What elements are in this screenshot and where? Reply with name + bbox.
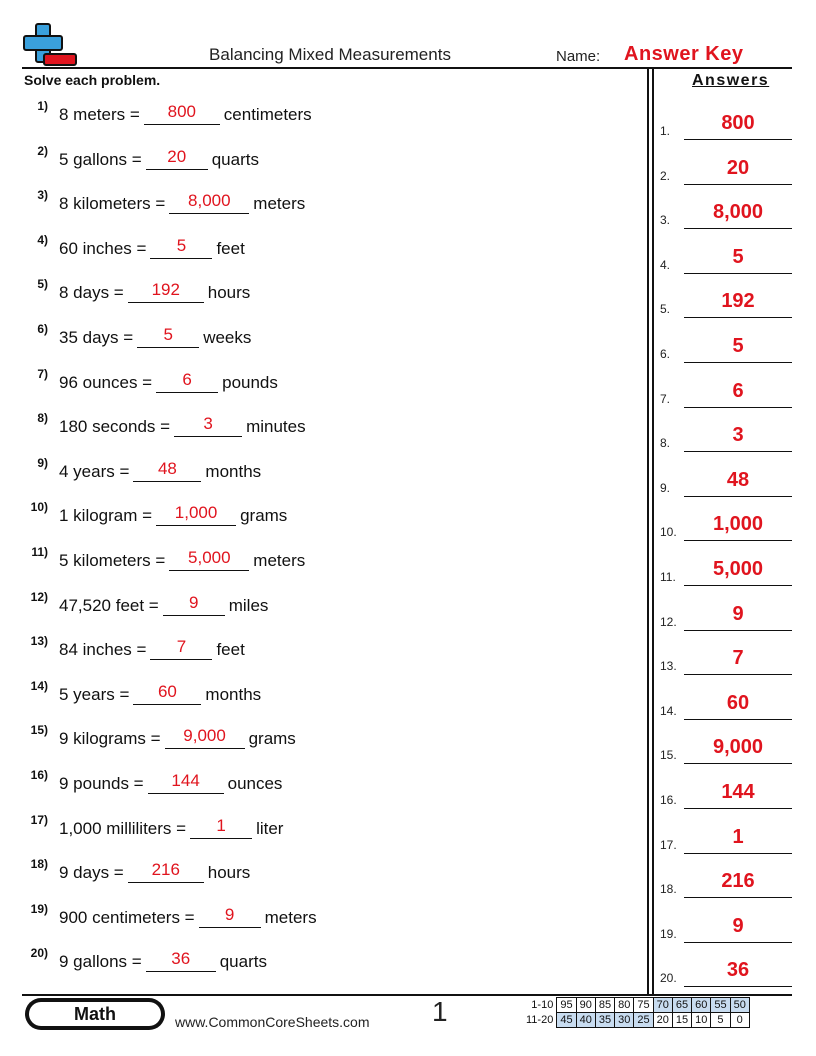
problem-left: 1,000 milliliters =	[59, 818, 187, 838]
score-cell: 45	[557, 1013, 576, 1028]
answer-key-row	[660, 635, 792, 675]
answer-blank[interactable]: 7	[150, 637, 212, 660]
problem-number: 18)	[30, 857, 48, 872]
score-row	[526, 1013, 749, 1028]
score-cell: 65	[672, 998, 691, 1013]
problem-row	[0, 277, 640, 304]
answer-key-row	[660, 457, 792, 497]
problem-unit: feet	[216, 238, 245, 258]
answer-key-row	[660, 724, 792, 764]
answer-key-line	[684, 630, 792, 631]
answer-key-row	[660, 501, 792, 541]
problem-unit: meters	[253, 551, 306, 570]
subject-label: Math	[29, 1002, 161, 1026]
answer-key-number: 14.	[660, 703, 677, 718]
problem-number: 14)	[30, 678, 48, 693]
answer-key-line	[684, 942, 792, 943]
problem-row	[0, 366, 640, 394]
answer-key-value[interactable]: 216	[721, 870, 755, 893]
answer-key-line	[684, 986, 792, 987]
problem-left: 180 seconds =	[59, 417, 171, 437]
header-rule	[22, 67, 792, 69]
answer-key-value[interactable]: 6	[732, 379, 744, 402]
website-text: www.CommonCoreSheets.com	[175, 1014, 370, 1030]
problem-text	[59, 593, 268, 616]
answer-key-value[interactable]: 5,000	[712, 558, 764, 580]
score-cell: 55	[711, 998, 730, 1013]
problem-unit: months	[205, 461, 262, 481]
answer-key-line	[684, 853, 792, 854]
answer-key-row	[660, 100, 792, 140]
answer-key-line	[684, 407, 792, 408]
answer-key-value[interactable]: 5	[732, 245, 744, 268]
answer-key-value[interactable]: 800	[721, 112, 755, 134]
answer-key-value[interactable]: 9,000	[712, 736, 764, 759]
answer-key-row	[660, 769, 792, 809]
problem-unit: hours	[207, 863, 251, 883]
answer-key-value[interactable]: 60	[726, 691, 750, 714]
problem-left: 5 gallons =	[59, 149, 142, 169]
problem-unit: quarts	[219, 952, 267, 972]
answer-blank[interactable]: 60	[133, 682, 201, 705]
answer-key-value[interactable]: 7	[732, 647, 744, 670]
answer-blank[interactable]: 6	[156, 370, 218, 393]
score-cell: 80	[615, 998, 634, 1013]
problem-text	[59, 414, 306, 437]
score-cell: 35	[595, 1013, 614, 1028]
problem-unit: hours	[207, 283, 251, 303]
problem-left: 9 pounds =	[59, 774, 144, 793]
answer-key-value[interactable]: 144	[721, 781, 755, 803]
score-cell: 10	[692, 1013, 711, 1028]
problem-row	[0, 678, 640, 706]
problem-number: 16)	[30, 768, 48, 782]
problem-left: 8 kilometers =	[59, 194, 166, 214]
problem-text	[59, 771, 282, 794]
answer-blank[interactable]: 9	[163, 593, 225, 616]
problem-number: 2)	[37, 143, 48, 158]
column-divider-inner	[652, 68, 654, 994]
answer-key-value[interactable]: 192	[721, 290, 755, 313]
answer-key-row	[660, 591, 792, 631]
answer-blank[interactable]: 9	[199, 905, 261, 928]
answer-key-row	[660, 546, 792, 586]
problem-row	[0, 500, 640, 527]
problem-number: 4)	[37, 232, 48, 247]
score-table	[526, 997, 750, 1028]
problem-text	[59, 860, 250, 883]
page-number: 1	[432, 996, 448, 1027]
score-cell: 50	[730, 998, 749, 1013]
problem-text	[59, 503, 287, 526]
answer-key-number: 7.	[660, 391, 671, 406]
problem-text	[59, 548, 305, 571]
answer-blank[interactable]: 800	[144, 102, 220, 125]
answer-key-number: 12.	[660, 614, 677, 629]
answer-key-number: 13.	[660, 659, 677, 674]
problem-number: 3)	[37, 188, 48, 203]
problem-number: 20)	[30, 946, 48, 961]
name-value: Answer Key	[624, 43, 744, 65]
score-cell: 60	[692, 998, 711, 1013]
answer-key-value[interactable]: 8,000	[712, 201, 764, 224]
problem-unit: quarts	[211, 149, 259, 169]
answer-key-value[interactable]: 20	[726, 156, 750, 179]
problem-unit: pounds	[222, 372, 278, 392]
answer-key-number: 16.	[660, 793, 677, 807]
answer-key-value[interactable]: 48	[726, 468, 750, 491]
answer-key-row	[660, 234, 792, 274]
answer-key-number: 20.	[660, 971, 677, 986]
answer-blank[interactable]: 48	[133, 459, 201, 482]
problem-row	[0, 768, 640, 795]
answer-key-line	[684, 451, 792, 452]
problem-unit: months	[205, 684, 262, 704]
answer-key-line	[684, 540, 792, 541]
answer-key-line	[684, 317, 792, 318]
answer-key-value[interactable]: 36	[726, 959, 750, 982]
answer-key-row	[660, 412, 792, 452]
answer-key-row	[660, 368, 792, 408]
answers-heading: Answers	[692, 72, 770, 89]
score-row-label: 1-10	[531, 999, 554, 1011]
problem-text	[59, 682, 261, 705]
problem-number: 10)	[30, 500, 48, 515]
answer-key-row	[660, 189, 792, 229]
answer-key-number: 4.	[660, 257, 671, 272]
score-cell: 70	[653, 998, 672, 1013]
problem-left: 5 kilometers =	[59, 551, 166, 570]
problem-text	[59, 370, 278, 393]
problem-row	[0, 589, 640, 617]
problem-left: 9 kilograms =	[59, 729, 161, 749]
problem-unit: weeks	[203, 328, 252, 347]
instructions: Solve each problem.	[24, 72, 161, 88]
problem-unit: minutes	[246, 417, 306, 437]
name-label: Name:	[556, 48, 601, 65]
answer-blank[interactable]: 3	[174, 414, 242, 437]
answer-key-number: 6.	[660, 347, 671, 361]
problem-unit: miles	[228, 595, 269, 615]
problem-text	[59, 325, 251, 348]
problem-unit: liter	[256, 818, 284, 838]
problem-unit: centimeters	[223, 105, 312, 124]
answer-key-row	[660, 323, 792, 363]
problem-number: 15)	[30, 723, 48, 738]
answer-key-number: 8.	[660, 436, 671, 451]
subject-badge	[25, 998, 165, 1030]
problem-unit: ounces	[227, 774, 283, 793]
problem-row	[0, 545, 640, 572]
problem-left: 84 inches =	[59, 640, 147, 660]
problem-text	[59, 236, 245, 259]
answer-blank[interactable]: 5,000	[169, 548, 249, 571]
problem-left: 47,520 feet =	[59, 595, 159, 615]
answer-blank[interactable]: 5	[137, 325, 199, 348]
answer-key-number: 9.	[660, 480, 671, 495]
answer-key-number: 5.	[660, 302, 671, 317]
problem-text	[59, 147, 259, 170]
problem-left: 900 centimeters =	[59, 907, 195, 927]
answer-key-number: 10.	[660, 525, 677, 540]
problem-text	[59, 905, 317, 928]
answer-key-line	[684, 139, 792, 140]
problem-left: 4 years =	[59, 461, 130, 481]
answer-key-value[interactable]: 1	[732, 825, 744, 848]
problem-number: 9)	[37, 455, 48, 470]
answer-blank[interactable]: 1,000	[156, 503, 236, 526]
score-row-label: 11-20	[526, 1014, 554, 1026]
problem-row	[0, 188, 640, 215]
problem-row	[0, 812, 640, 840]
answer-key-number: 18.	[660, 882, 677, 897]
problem-left: 60 inches =	[59, 238, 147, 258]
answer-blank[interactable]: 5	[150, 236, 212, 259]
problem-unit: meters	[264, 907, 317, 927]
problem-left: 8 meters =	[59, 105, 140, 124]
answer-blank[interactable]: 1	[190, 816, 252, 839]
plus-minus-logo-icon	[22, 22, 78, 68]
answer-blank[interactable]: 9,000	[165, 726, 245, 749]
answer-key-number: 3.	[660, 213, 671, 228]
problem-left: 35 days =	[59, 328, 134, 347]
problem-number: 7)	[37, 366, 48, 381]
problem-row	[0, 411, 640, 438]
answer-key-number: 1.	[660, 124, 671, 138]
answer-key-line	[684, 585, 792, 586]
answer-key-number: 19.	[660, 926, 677, 941]
problem-left: 1 kilogram =	[59, 506, 153, 526]
problem-number: 19)	[30, 901, 48, 916]
problem-row	[0, 901, 640, 929]
problem-number: 13)	[30, 634, 48, 649]
answer-key-line	[684, 897, 792, 898]
answer-key-line	[684, 184, 792, 185]
score-cell: 5	[711, 1013, 730, 1028]
problem-unit: feet	[216, 640, 245, 660]
answer-key-row	[660, 814, 792, 854]
answer-blank[interactable]: 20	[146, 147, 208, 170]
score-cell: 20	[653, 1013, 672, 1028]
score-cell: 40	[576, 1013, 595, 1028]
answer-key-number: 2.	[660, 168, 671, 183]
answer-key-line	[684, 674, 792, 675]
answer-key-line	[684, 273, 792, 274]
answer-key-line	[684, 763, 792, 764]
problem-row	[0, 857, 640, 884]
score-cell: 75	[634, 998, 653, 1013]
score-cell: 85	[595, 998, 614, 1013]
problem-row	[0, 143, 640, 171]
problem-text	[59, 637, 245, 660]
answer-blank[interactable]: 192	[128, 280, 204, 303]
problem-unit: meters	[253, 194, 306, 214]
problem-left: 96 ounces =	[59, 372, 153, 392]
answer-key-number: 17.	[660, 837, 677, 852]
problem-number: 17)	[30, 812, 48, 827]
problem-number: 1)	[37, 99, 48, 113]
answer-key-value[interactable]: 5	[732, 335, 744, 357]
problem-number: 11)	[31, 545, 48, 559]
answer-key-row	[660, 680, 792, 720]
answer-blank[interactable]: 8,000	[169, 191, 249, 214]
problem-left: 9 gallons =	[59, 952, 142, 972]
answer-key-value[interactable]: 9	[732, 602, 744, 625]
column-divider	[647, 68, 649, 994]
problem-text	[59, 102, 312, 125]
answer-key-row	[660, 903, 792, 943]
answer-key-line	[684, 808, 792, 809]
problem-row	[0, 322, 640, 349]
answer-key-line	[684, 362, 792, 363]
answer-key-row	[660, 145, 792, 185]
problem-left: 9 days =	[59, 863, 124, 883]
answer-key-line	[684, 228, 792, 229]
problem-row	[0, 723, 640, 750]
answer-key-value[interactable]: 3	[732, 424, 744, 447]
problem-text	[59, 726, 296, 749]
problem-number: 8)	[37, 411, 48, 426]
answer-blank[interactable]: 36	[146, 949, 216, 972]
problem-row	[0, 634, 640, 661]
problem-text	[59, 191, 305, 214]
footer-rule	[22, 994, 792, 996]
problem-row	[0, 455, 640, 483]
answer-blank[interactable]: 144	[148, 771, 224, 794]
answer-key-line	[684, 496, 792, 497]
score-cell: 90	[576, 998, 595, 1013]
problem-unit: grams	[240, 506, 288, 526]
score-cell: 0	[730, 1013, 749, 1028]
answer-key-value[interactable]: 1,000	[712, 513, 764, 536]
answer-key-row	[660, 947, 792, 987]
score-cell: 95	[557, 998, 576, 1013]
answer-key-row	[660, 278, 792, 318]
answer-key-number: 11.	[660, 570, 676, 584]
problem-text	[59, 816, 283, 839]
problem-number: 12)	[30, 589, 48, 604]
score-cell: 30	[615, 1013, 634, 1028]
answer-key-value[interactable]: 9	[732, 914, 744, 937]
answer-key-number: 15.	[660, 748, 677, 763]
worksheet-title: Balancing Mixed Measurements	[209, 45, 451, 64]
score-cell: 25	[634, 1013, 653, 1028]
problem-unit: grams	[248, 729, 296, 749]
problem-left: 5 years =	[59, 684, 130, 704]
problem-left: 8 days =	[59, 283, 124, 303]
problem-text	[59, 949, 267, 972]
answer-key-line	[684, 719, 792, 720]
problem-number: 5)	[37, 277, 48, 292]
problem-row	[0, 946, 640, 973]
answer-key-row	[660, 858, 792, 898]
problem-text	[59, 280, 250, 303]
score-row	[526, 998, 749, 1013]
problem-row	[0, 99, 640, 126]
score-cell: 15	[672, 1013, 691, 1028]
problem-row	[0, 232, 640, 260]
problem-text	[59, 459, 261, 482]
answer-blank[interactable]: 216	[128, 860, 204, 883]
problem-number: 6)	[37, 322, 48, 336]
